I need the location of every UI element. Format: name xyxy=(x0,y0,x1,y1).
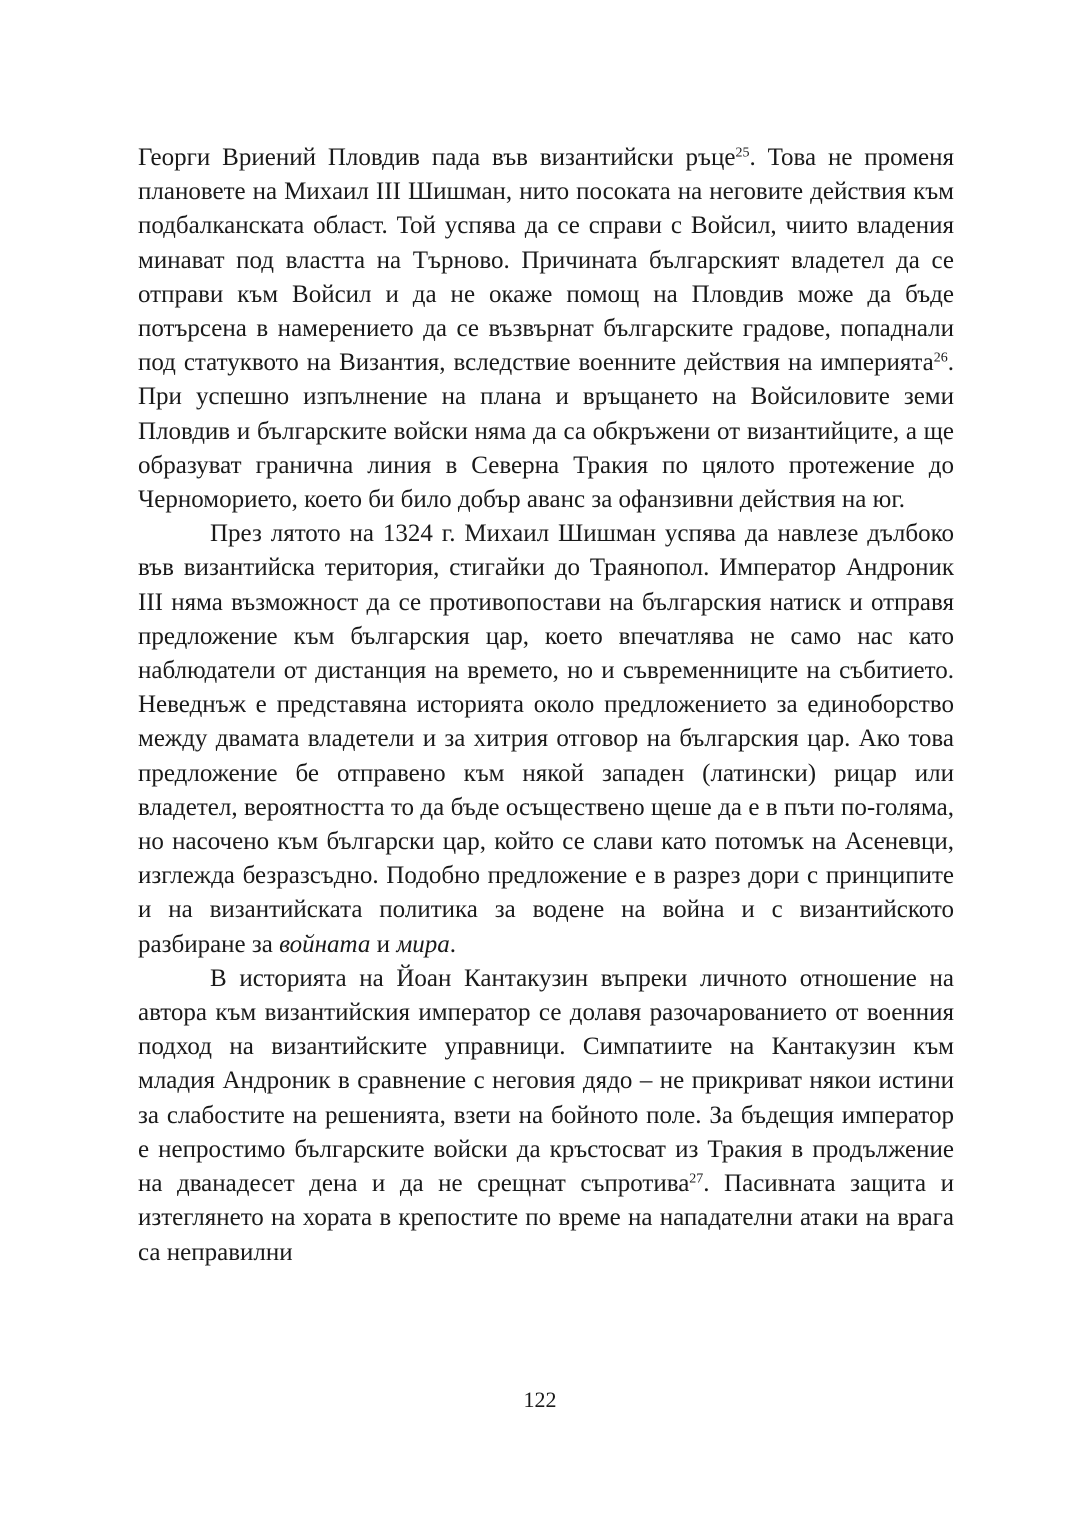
paragraph xyxy=(138,517,954,962)
paragraph xyxy=(138,141,954,517)
text-run: През лятото на 1324 г. Михаил Шишман успява да навлезе дълбоко във византийска територия, стигайки до Траянопол. Император Андроник III няма възможност да се противопостави на българския натиск и отправя предложение към българския цар, което впечатлява не само нас като наблюдатели от дистанция на времето, но и съвременниците на събитието. Неведнъж е представяна историята около предложението за единоборство между двамата владетели и за хитрия отговор на българския цар. Ако това предложение бе отправено към някой западен (латински) рицар или владетел, вероятността то да бъде осъществено щеше да е в пъти по-голяма, но насочено към български цар, който се слави като потомък на Асеневци, изглежда безразсъдно. Подобно предложение е в разрез дори с принципите и на византийската политика за водене на война и с византийското разбиране за xyxy=(138,520,954,958)
text-run: . Пасивната защита и изтеглянето на хората в крепостите по време на нападателни атаки на врага са неправилни xyxy=(138,1170,954,1266)
italic-term: войната xyxy=(279,930,371,958)
paragraph xyxy=(138,962,954,1270)
text-run: . xyxy=(449,930,457,958)
italic-term: мира xyxy=(396,930,450,958)
text-run: . При успешно изпълнение на плана и връщането на Войсиловите земи Пловдив и българските войски няма да са обкръжени от византийците, а ще образуват гранична линия в Северна Тракия по цялото протежение до Черноморието, което би било добър аванс за офанзивни действия на юг. xyxy=(138,349,954,514)
text-run: . Това не променя плановете на Михаил III Шишман, нито посоката на неговите действия към подбалканската област. Той успява да се справи с Войсил, чиито владения минават под властта на Търново. Причината българският владетел да се отправи към Войсил и да не окаже помощ на Пловдив може да бъде потърсена в намерението да се възвърнат българските градове, попаднали под статуквото на Византия, вследствие военните действия на империята xyxy=(138,144,954,377)
footnote-ref[interactable]: 26 xyxy=(933,350,948,366)
text-run: и xyxy=(370,930,397,958)
footnote-ref[interactable]: 27 xyxy=(689,1171,704,1187)
text-run: В историята на Йоан Кантакузин въпреки личното отношение на автора към византийския император се долавя разочарованието от военния подход на византийските управници. Симпатиите на Кантакузин към младия Андроник в сравнение с неговия дядо – не прикриват някои истини за слабостите на решенията, взети на бойното поле. За бъдещия император е непростимо българските войски да кръстосват из Тракия в продължение на дванадесет дена и да не срещнат съпротива xyxy=(138,964,954,1198)
text-run: Георги Вриений Пловдив пада във византийски ръце xyxy=(138,144,736,171)
footnote-ref[interactable]: 25 xyxy=(735,145,750,161)
page-number: 122 xyxy=(523,1387,557,1412)
page-body xyxy=(138,141,954,1270)
